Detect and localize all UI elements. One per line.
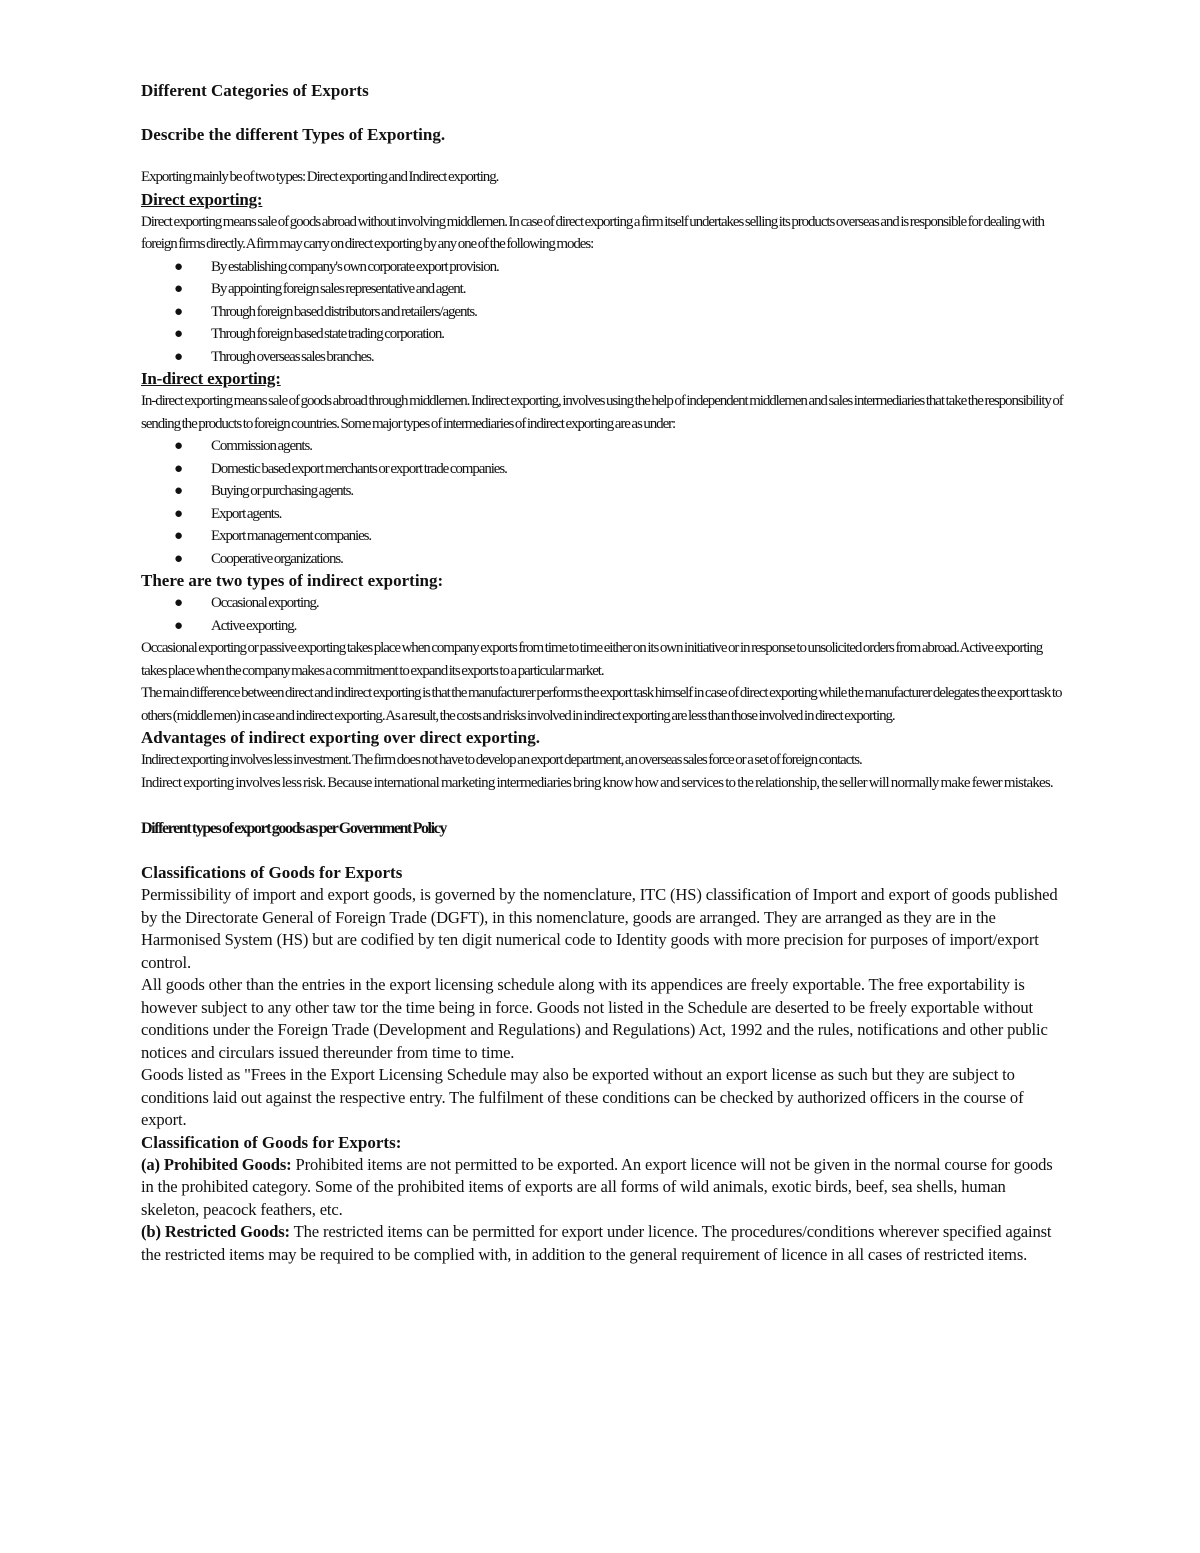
intro-text: Exporting mainly be of two types: Direct exporting and Indirect exporting.	[141, 169, 499, 185]
intermediaries-list	[141, 435, 1066, 570]
list-item: ● Through foreign based distributors and retailers/agents.	[141, 301, 1066, 324]
bullet-icon: ●	[174, 550, 184, 567]
bullet-icon: ●	[174, 281, 184, 297]
document-title: Different Categories of Exports	[141, 81, 369, 100]
restricted-goods	[141, 1221, 1066, 1266]
list-item: ● Export agents.	[141, 503, 1066, 526]
classifications-p3: Goods listed as "Frees in the Export Licensing Schedule may also be exported without an export license as such but they are subject to conditions laid out against the respective entry. The fulfilment of these conditions can be checked by authorized officers in the course of export.	[141, 1065, 1024, 1129]
classifications-p2: All goods other than the entries in the export licensing schedule along with its appendices are freely exportable. The free exportability is however subject to any other taw tor the time being in force. Goods not listed in the Schedule are deserted to be freely exportable without conditions under the Foreign Trade (Development and Regulations) and Regulations) Act, 1992 and the rules, notifications and other public notices and circulars issued thereunder from time to time.	[141, 975, 1048, 1062]
two-types-list	[141, 592, 1066, 637]
indirect-heading: In-direct exporting:	[141, 369, 281, 388]
list-item: ● By establishing company's own corporate export provision.	[141, 256, 1066, 279]
restricted-label: (b) Restricted Goods:	[141, 1222, 290, 1241]
bullet-icon: ●	[174, 460, 184, 477]
list-item: ● Commission agents.	[141, 435, 1066, 458]
classifications-p1: Permissibility of import and export goods, is governed by the nomenclature, ITC (HS) classification of Import and export of goods published by the Directorate General of Foreign Trade (DGFT), in this nomenclature, goods are arranged. They are arranged as they are in the Harmonised System (HS) but are codified by ten digit numerical code to Identity goods with more precision for purposes of import/export control.	[141, 885, 1058, 972]
two-types-heading: There are two types of indirect exporting:	[141, 571, 444, 590]
restricted-text: The restricted items can be permitted for export under licence. The procedures/conditions wherever specified against the restricted items may be required to be complied with, in addition to the general requirement of licence in all cases of restricted items.	[141, 1222, 1052, 1264]
bullet-icon: ●	[174, 483, 184, 499]
list-item: ● Domestic based export merchants or export trade companies.	[141, 458, 1066, 481]
direct-modes-list	[141, 256, 1066, 369]
advantages-text-1: Indirect exporting involves less investment. The firm does not have to develop an export department, an overseas sales force or a set of foreign contacts.	[141, 752, 862, 768]
direct-text: Direct exporting means sale of goods abroad without involving middlemen. In case of direct exporting a firm itself undertakes selling its products overseas and is responsible for dealing with foreign firms directly. A firm may carry on direct exporting by any one of the following modes:	[141, 213, 1044, 252]
direct-heading: Direct exporting:	[141, 189, 263, 209]
list-item: ● Occasional exporting.	[141, 592, 1066, 615]
occasional-text: Occasional exporting or passive exporting takes place when company exports from time to time either on its own initiative or in response to unsolicited orders from abroad. Active exporting takes place when the company makes a commitment to expand its exports to a particular market.	[141, 640, 1043, 679]
bullet-icon: ●	[174, 617, 184, 634]
prohibited-label: (a) Prohibited Goods:	[141, 1154, 292, 1174]
bullet-icon: ●	[174, 438, 184, 454]
list-item: ● Through overseas sales branches.	[141, 346, 1066, 369]
list-item: ● By appointing foreign sales representative and agent.	[141, 278, 1066, 301]
bullet-icon: ●	[174, 505, 184, 522]
classifications-heading: Classifications of Goods for Exports	[141, 863, 403, 882]
prohibited-text: Prohibited items are not permitted to be exported. An export licence will not be given in the normal course for goods in the prohibited category. Some of the prohibited items of exports are all forms of wild animals, exotic birds, beef, sea shells, human skeleton, peacock feathers, etc.	[141, 1154, 1053, 1219]
bullet-icon: ●	[174, 326, 184, 342]
list-item: ● Export management companies.	[141, 525, 1066, 548]
list-item: ● Through foreign based state trading corporation.	[141, 323, 1066, 346]
bullet-icon: ●	[174, 595, 184, 611]
document-page	[141, 80, 1066, 1266]
bullet-icon: ●	[174, 528, 184, 544]
classification-heading-2: Classification of Goods for Exports:	[141, 1132, 402, 1152]
list-item: ● Cooperative organizations.	[141, 548, 1066, 571]
government-policy-section	[141, 818, 1066, 1266]
indirect-text: In-direct exporting means sale of goods abroad through middlemen. Indirect exporting, involves using the help of independent middlemen and sales intermediaries that take the responsibility of sending the products to foreign countries. Some major types of intermediaries of indirect exporting are as under:	[141, 393, 1063, 432]
advantages-heading: Advantages of indirect exporting over direct exporting.	[141, 728, 540, 747]
difference-text: The main difference between direct and indirect exporting is that the manufacturer performs the export task himself in case of direct exporting while the manufacturer delegates the export task to others (middle men) in case and indirect exporting. As a result, the costs and risks involved in indirect exporting are less than those involved in direct exporting.	[141, 685, 1062, 724]
bullet-icon: ●	[174, 258, 184, 275]
list-item: ● Buying or purchasing agents.	[141, 480, 1066, 503]
policy-heading: Different types of export goods as per Government Policy	[141, 820, 446, 837]
list-item: ● Active exporting.	[141, 615, 1066, 638]
prohibited-goods	[141, 1154, 1066, 1222]
document-subtitle: Describe the different Types of Exporting.	[141, 125, 446, 144]
bullet-icon: ●	[174, 303, 184, 320]
bullet-icon: ●	[174, 348, 184, 365]
advantages-text-2: Indirect exporting involves less risk. Because international marketing intermediaries bring know how and services to the relationship, the seller will normally make fewer mistakes.	[141, 774, 1053, 791]
